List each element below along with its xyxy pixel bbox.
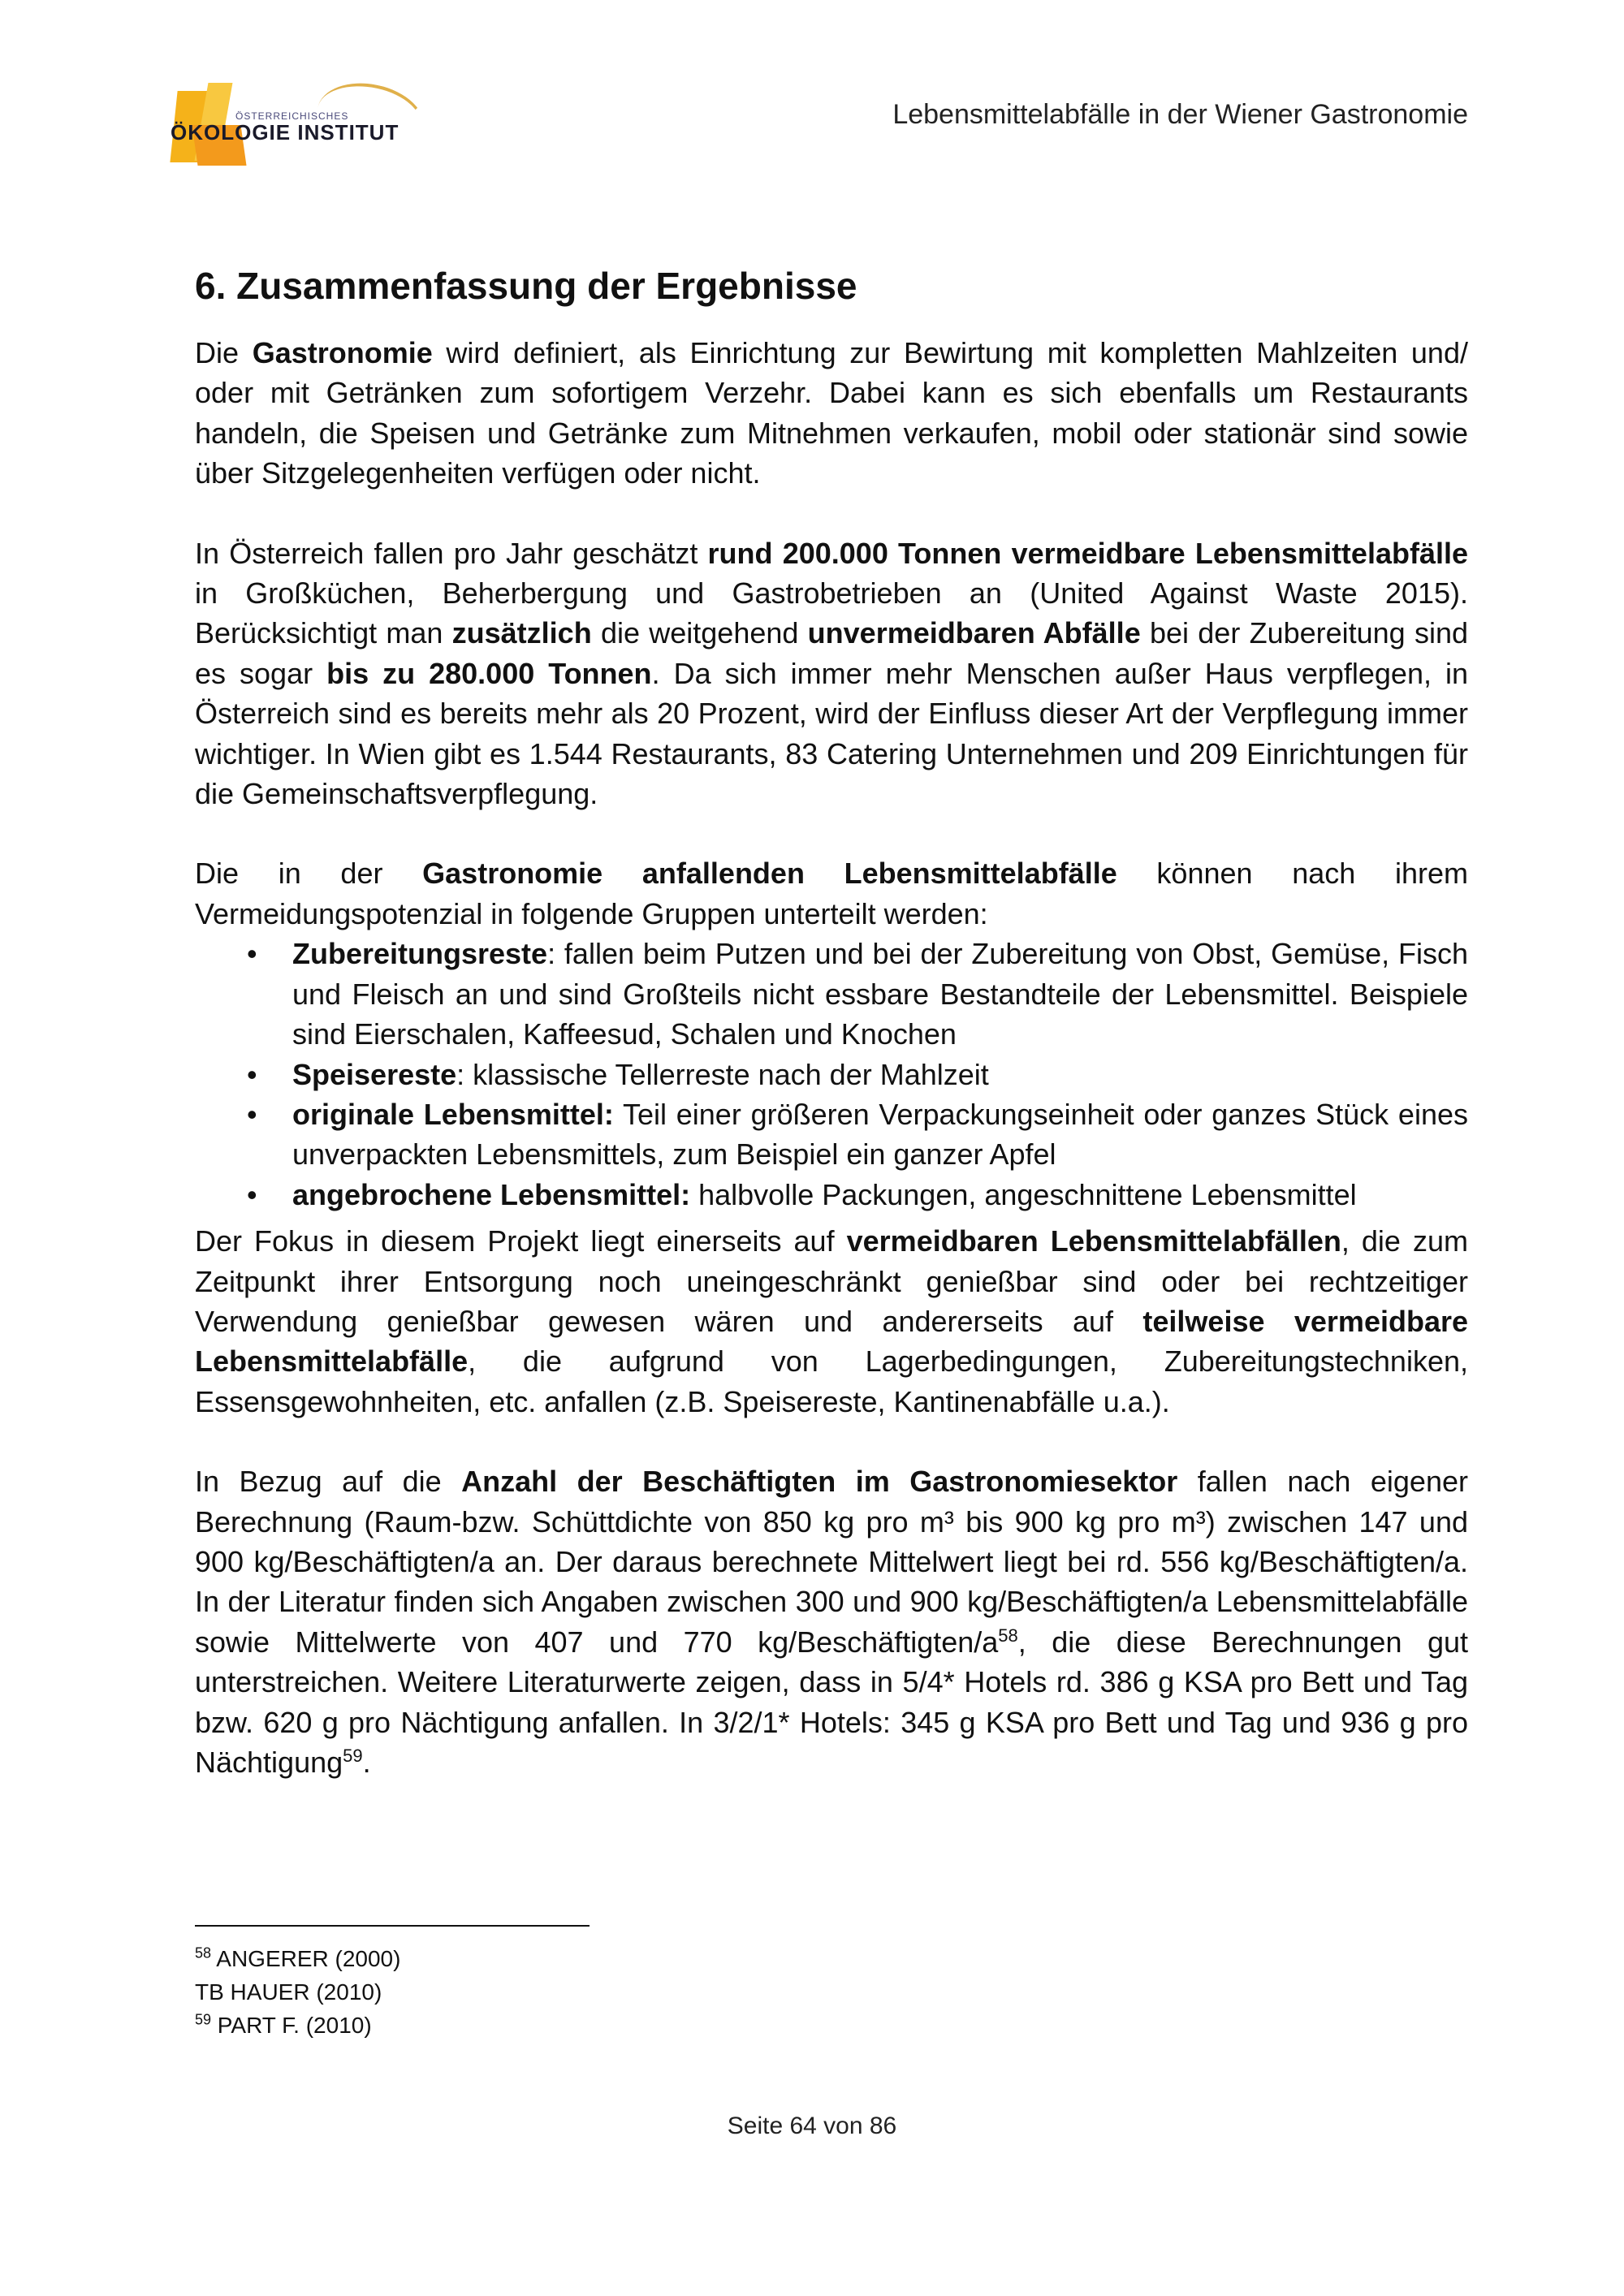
footnote (195, 1975, 400, 2009)
bullet-icon: • (247, 1177, 257, 1211)
bullet-icon: • (247, 1097, 257, 1131)
footnote-mark: 58 (195, 1944, 212, 1962)
list-item (195, 1175, 1468, 1215)
footnote (195, 1942, 400, 1975)
text: in Großküchen, Beherbergung und Gastrobetrieben an (United Against Waste 2015). Berücksichtigt man (195, 576, 1468, 650)
bullet-icon: • (247, 1057, 257, 1091)
footnote-text: ANGERER (2000) (211, 1946, 401, 1971)
footnote-ref[interactable]: 58 (998, 1625, 1018, 1646)
text: bei der Zubereitung sind es sogar (195, 616, 1469, 690)
text: In Bezug auf die (195, 1465, 462, 1499)
paragraph-groups-intro (195, 853, 1468, 934)
bold-term: teilweise vermeidbare Lebensmittelabfälle (195, 1304, 1469, 1379)
text: Der Fokus in diesem Projekt liegt einerseits auf (195, 1224, 847, 1258)
text: . (362, 1746, 371, 1779)
bold-term: Gastronomie anfallenden Lebensmittelabfälle (422, 857, 1117, 891)
bold-term: Anzahl der Beschäftigten im Gastronomiesektor (461, 1465, 1178, 1499)
waste-group-list (195, 934, 1468, 1215)
list-item (195, 1094, 1468, 1175)
paragraph-focus (195, 1221, 1468, 1422)
text: Die in der (195, 857, 423, 891)
bullet-icon: • (247, 937, 257, 971)
bold-term: Speisereste (292, 1057, 457, 1091)
page-number: Seite 64 von 86 (727, 2113, 897, 2139)
text: Die (195, 336, 253, 369)
running-header-title: Lebensmittelabfälle in der Wiener Gastronomie (892, 99, 1468, 130)
footnote (195, 2009, 400, 2042)
text: : fallen beim Putzen und bei der Zubereitung von Obst, Gemüse, Fisch und Fleisch an und sind Großteils nicht essbare Bestandteile der Lebensmittel. Beispiele sind Eierschalen, Kaffeesud, Schalen und Knochen (292, 937, 1468, 1051)
text: die weitgehend (591, 616, 808, 650)
paragraph-quantities (195, 533, 1468, 814)
text: : klassische Tellerreste nach der Mahlzeit (456, 1057, 989, 1091)
footnote-text: PART F. (2010) (211, 2013, 372, 2038)
text: . Da sich immer mehr Menschen außer Haus verpflegen, in Österreich sind es bereits mehr als 20 Prozent, wird der Einfluss dieser Art der Verpflegung immer wichtiger. In Wien gibt es 1.544 Restaurants, 83 Catering Unternehmen und 209 Einrichtungen für die Gemeinschaftsverpflegung. (195, 656, 1468, 811)
text: , die diese Berechnungen gut unterstreichen. Weitere Literaturwerte zeigen, dass in 5/4* Hotels rd. 386 g KSA pro Bett und Tag bzw. 620 g pro Nächtigung anfallen. In 3/2/1* Hotels: 345 g KSA pro Bett und Tag und 936 g pro Nächtigung (195, 1625, 1468, 1779)
text: fallen nach eigener Berechnung (Raum-bzw. Schüttdichte von 850 kg pro m³ bis 900 kg pro m³) zwischen 147 und 900 kg/Beschäftigten/a an. Der daraus berechnete Mittelwert liegt bei rd. 556 kg/Beschäftigten/a. In der Literatur finden sich Angaben zwischen 300 und 900 kg/Beschäftigten/a Lebensmittelabfälle sowie Mittelwerte von 407 und 770 kg/Beschäftigten/a (195, 1465, 1468, 1659)
bold-term: vermeidbaren Lebensmittelabfällen (846, 1224, 1341, 1258)
bold-term: bis zu 280.000 Tonnen (326, 656, 652, 690)
footnote-ref[interactable]: 59 (343, 1746, 363, 1766)
footnotes (195, 1942, 400, 2042)
text: können nach ihrem Vermeidungspotenzial in folgende Gruppen unterteilt werden: (195, 857, 1469, 930)
bold-term: rund 200.000 Tonnen vermeidbare Lebensmittelabfälle (707, 536, 1468, 570)
institute-logo (162, 75, 406, 176)
list-item (195, 1055, 1468, 1094)
logo-text-main: ÖKOLOGIE INSTITUT (171, 120, 400, 145)
text: halbvolle Packungen, angeschnittene Lebensmittel (690, 1177, 1357, 1211)
main-content (195, 258, 1468, 1782)
bold-term: zusätzlich (451, 616, 592, 650)
paragraph-definition (195, 333, 1468, 494)
footnote-text: TB HAUER (2010) (195, 1979, 382, 2005)
text: Teil einer größeren Verpackungseinheit oder ganzes Stück eines unverpackten Lebensmittels, zum Beispiel ein ganzer Apfel (292, 1097, 1468, 1172)
section-heading: 6. Zusammenfassung der Ergebnisse (195, 265, 857, 307)
list-item (195, 934, 1468, 1054)
bold-term: unvermeidbaren Abfälle (807, 616, 1141, 650)
bold-term: Zubereitungsreste (292, 937, 548, 971)
footnote-mark: 59 (195, 2011, 212, 2028)
bold-term: Gastronomie (252, 336, 433, 369)
text: In Österreich fallen pro Jahr geschätzt (195, 536, 708, 570)
text: , die aufgrund von Lagerbedingungen, Zubereitungstechniken, Essensgewohnheiten, etc. anfallen (z.B. Speisereste, Kantinenabfälle u.a.). (195, 1344, 1468, 1418)
paragraph-employees (195, 1461, 1468, 1782)
bold-term: angebrochene Lebensmittel: (292, 1177, 691, 1211)
text: , die zum Zeitpunkt ihrer Entsorgung noch uneingeschränkt genießbar sind oder bei rechtzeitiger Verwendung genießbar gewesen wären und andererseits auf (195, 1224, 1468, 1338)
text: wird definiert, als Einrichtung zur Bewirtung mit kompletten Mahlzeiten und/ oder mit Getränken zum sofortigem Verzehr. Dabei kann es sich ebenfalls um Restaurants handeln, die Speisen und Getränke zum Mitnehmen verkaufen, mobil oder stationär sind sowie über Sitzgelegenheiten verfügen oder nicht. (195, 336, 1468, 490)
footnote-separator (195, 1925, 590, 1927)
bold-term: originale Lebensmittel: (292, 1097, 614, 1131)
logo-text-top: ÖSTERREICHISCHES (235, 110, 349, 122)
